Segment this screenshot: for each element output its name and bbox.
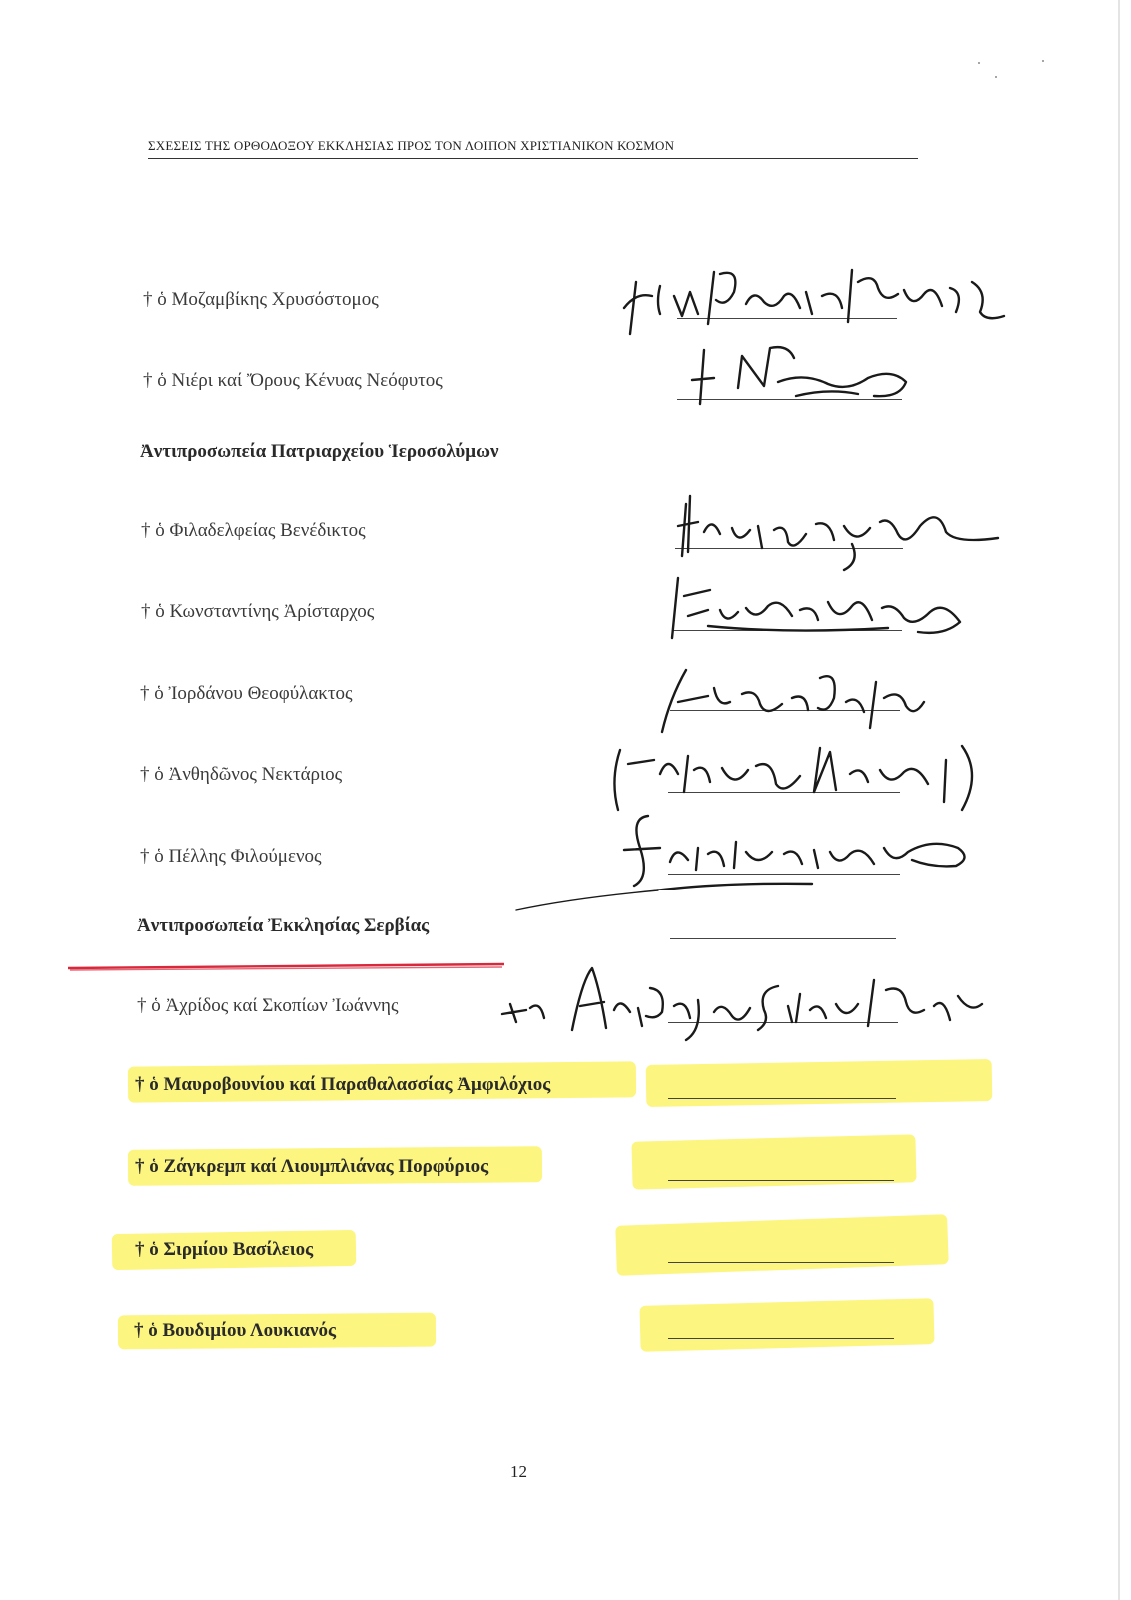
signature-jordan <box>648 658 938 738</box>
scan-speck <box>978 62 980 64</box>
signature-konstantini <box>668 566 974 648</box>
delegation-serbia: Ἀντιπροσωπεία Ἐκκλησίας Σερβίας <box>137 915 430 936</box>
signatory-konstantini: † ὁ Κωνσταντίνης Ἀρίσταρχος <box>141 601 375 622</box>
highlight-mark <box>631 1134 916 1189</box>
signatory-anthidon: † ὁ Ἀνθηδῶνος Νεκτάριος <box>140 764 343 785</box>
red-underline <box>66 962 506 972</box>
signature-ohrid-skopje <box>496 960 996 1042</box>
signatory-philadelphia: † ὁ Φιλαδελφείας Βενέδικτος <box>141 520 366 541</box>
signature-philadelphia <box>676 486 1006 572</box>
signatory-mozambique: † ὁ Μοζαμβίκης Χρυσόστομος <box>143 289 379 310</box>
signature-pella <box>612 808 982 890</box>
signatory-ohrid-skopje: † ὁ Ἀχρίδος καί Σκοπίων Ἰωάννης <box>137 995 399 1016</box>
signature-line <box>668 1338 894 1339</box>
highlight-mark <box>639 1298 934 1352</box>
scan-speck <box>995 76 997 78</box>
signatory-budimlje: † ὁ Βουδιμίου Λουκιανός <box>134 1320 337 1341</box>
signature-nyeri-kenya <box>678 338 918 412</box>
signature-line <box>670 938 896 939</box>
signatory-montenegro: † ὁ Μαυροβουνίου καί Παραθαλασσίας Ἀμφιλόχιος <box>135 1074 551 1095</box>
signatory-jordan: † ὁ Ἰορδάνου Θεοφύλακτος <box>140 683 353 704</box>
highlight-mark <box>646 1059 993 1107</box>
highlight-mark <box>615 1214 949 1276</box>
signatory-zagreb-ljubljana: † ὁ Ζάγκρεμπ καί Λιουμπλιάνας Πορφύριος <box>135 1156 489 1177</box>
signatory-srem: † ὁ Σιρμίου Βασίλειος <box>135 1239 314 1260</box>
signatory-pella: † ὁ Πέλλης Φιλούμενος <box>140 846 322 867</box>
signature-anthidon <box>606 730 986 816</box>
pen-stroke <box>512 868 662 916</box>
page-edge <box>1118 0 1120 1600</box>
signature-line <box>668 1262 894 1263</box>
page-number: 12 <box>510 1462 527 1481</box>
signature-line <box>668 1098 896 1099</box>
signature-mozambique <box>616 252 1016 338</box>
running-header: ΣΧΕΣΕΙΣ ΤΗΣ ΟΡΘΟΔΟΞΟΥ ΕΚΚΛΗΣΙΑΣ ΠΡΟΣ ΤΟΝ ΛΟΙΠΟΝ ΧΡΙΣΤΙΑΝΙΚΟΝ ΚΟΣΜΟΝ <box>148 138 918 159</box>
delegation-jerusalem: Ἀντιπροσωπεία Πατριαρχείου Ἱεροσολύμων <box>140 441 499 462</box>
signature-line <box>668 1180 894 1181</box>
scan-speck <box>1042 60 1044 62</box>
signatory-nyeri-kenya: † ὁ Νιέρι καί Ὄρους Κένυας Νεόφυτος <box>143 370 443 391</box>
